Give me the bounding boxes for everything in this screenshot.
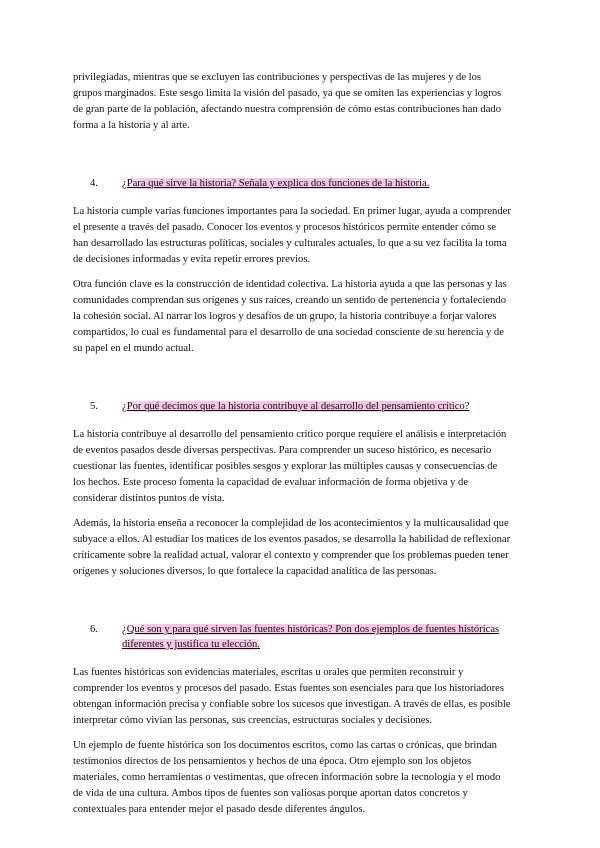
question-6: [90, 622, 512, 652]
question-6-number: 6.: [90, 624, 98, 635]
question-4-text: ¿Para qué sirve la historia? Señala y explica dos funciones de la historia.: [119, 178, 432, 189]
answer-5-paragraph-1: La historia contribuye al desarrollo del pensamiento crítico porque requiere el análisis e interpretación de eventos pasados desde diversas perspectivas. Para comprender un suceso histórico, es necesario cuestionar las fuentes, identificar posibles sesgos y explorar las múltiples causas y consecuencias de los hechos. Este proceso fomenta la capacidad de evaluar información de forma objetiva y de considerar distintos puntos de vista.: [73, 429, 507, 504]
intro-paragraph: privilegiadas, mientras que se excluyen las contribuciones y perspectivas de las mujeres y de los grupos marginados. Este sesgo limita la visión del pasado, ya que se omiten las experiencias y logros de gran parte de la población, afectando nuestra comprensión de cómo estas contribuciones han dado forma a la historia y al arte.: [73, 72, 502, 131]
answer-6-paragraph-2: Un ejemplo de fuente histórica son los documentos escritos, como las cartas o crónicas, que brindan testimonios directos de los pensamientos y hechos de una época. Otro ejemplo son los objetos materiales, como herramientas o vestimentas, que ofrecen información sobre la tecnología y el modo de vida de una cultura. Ambos tipos de fuentes son valiosas porque aportan datos concretos y contextuales para entender mejor el pasado desde diferentes ángulos.: [73, 740, 501, 815]
question-4-number: 4.: [90, 178, 98, 189]
question-5-number: 5.: [90, 401, 98, 412]
question-5: [90, 399, 512, 414]
answer-4-paragraph-2: Otra función clave es la construcción de identidad colectiva. La historia ayuda a que las personas y las comunidades comprendan sus orígenes y sus raíces, creando un sentido de pertenencia y fortaleciendo la cohesión social. Al narrar los logros y desafíos de un grupo, la historia contribuye a forjar valores compartidos, lo cual es fundamental para el desarrollo de una sociedad consciente de su herencia y de su papel en el mundo actual.: [73, 279, 507, 354]
answer-6-paragraph-1: Las fuentes históricas son evidencias materiales, escritas u orales que permiten reconstruir y comprender los eventos y procesos del pasado. Estas fuentes son esenciales para que los historiadores obtengan información precisa y confiable sobre los sucesos que investigan. A través de ellas, es posible interpretar cómo vivían las personas, sus creencias, estructuras sociales y decisiones.: [73, 667, 511, 726]
question-5-text: ¿Por qué decimos que la historia contribuye al desarrollo del pensamiento crítico?: [119, 401, 472, 412]
answer-5-paragraph-2: Además, la historia enseña a reconocer la complejidad de los acontecimientos y la multicausalidad que subyace a ellos. Al estudiar los matices de los eventos pasados, se desarrolla la habilidad de reflexionar críticamente sobre la realidad actual, valorar el contexto y comprender que los problemas pueden tener orígenes y soluciones diversos, lo que fortalece la capacidad analítica de las personas.: [73, 518, 511, 577]
answer-4-paragraph-1: La historia cumple varias funciones importantes para la sociedad. En primer lugar, ayuda a comprender el presente a través del pasado. Conocer los eventos y procesos históricos permite entender cómo se han desarrollado las estructuras políticas, sociales y culturales actuales, lo que a su vez facilita la toma de decisiones informadas y evita repetir errores previos.: [73, 206, 511, 265]
question-4: [90, 176, 512, 191]
question-6-text: ¿Qué son y para qué sirven las fuentes históricas? Pon dos ejemplos de fuentes históricas diferentes y justifica tu elección.: [119, 624, 502, 650]
